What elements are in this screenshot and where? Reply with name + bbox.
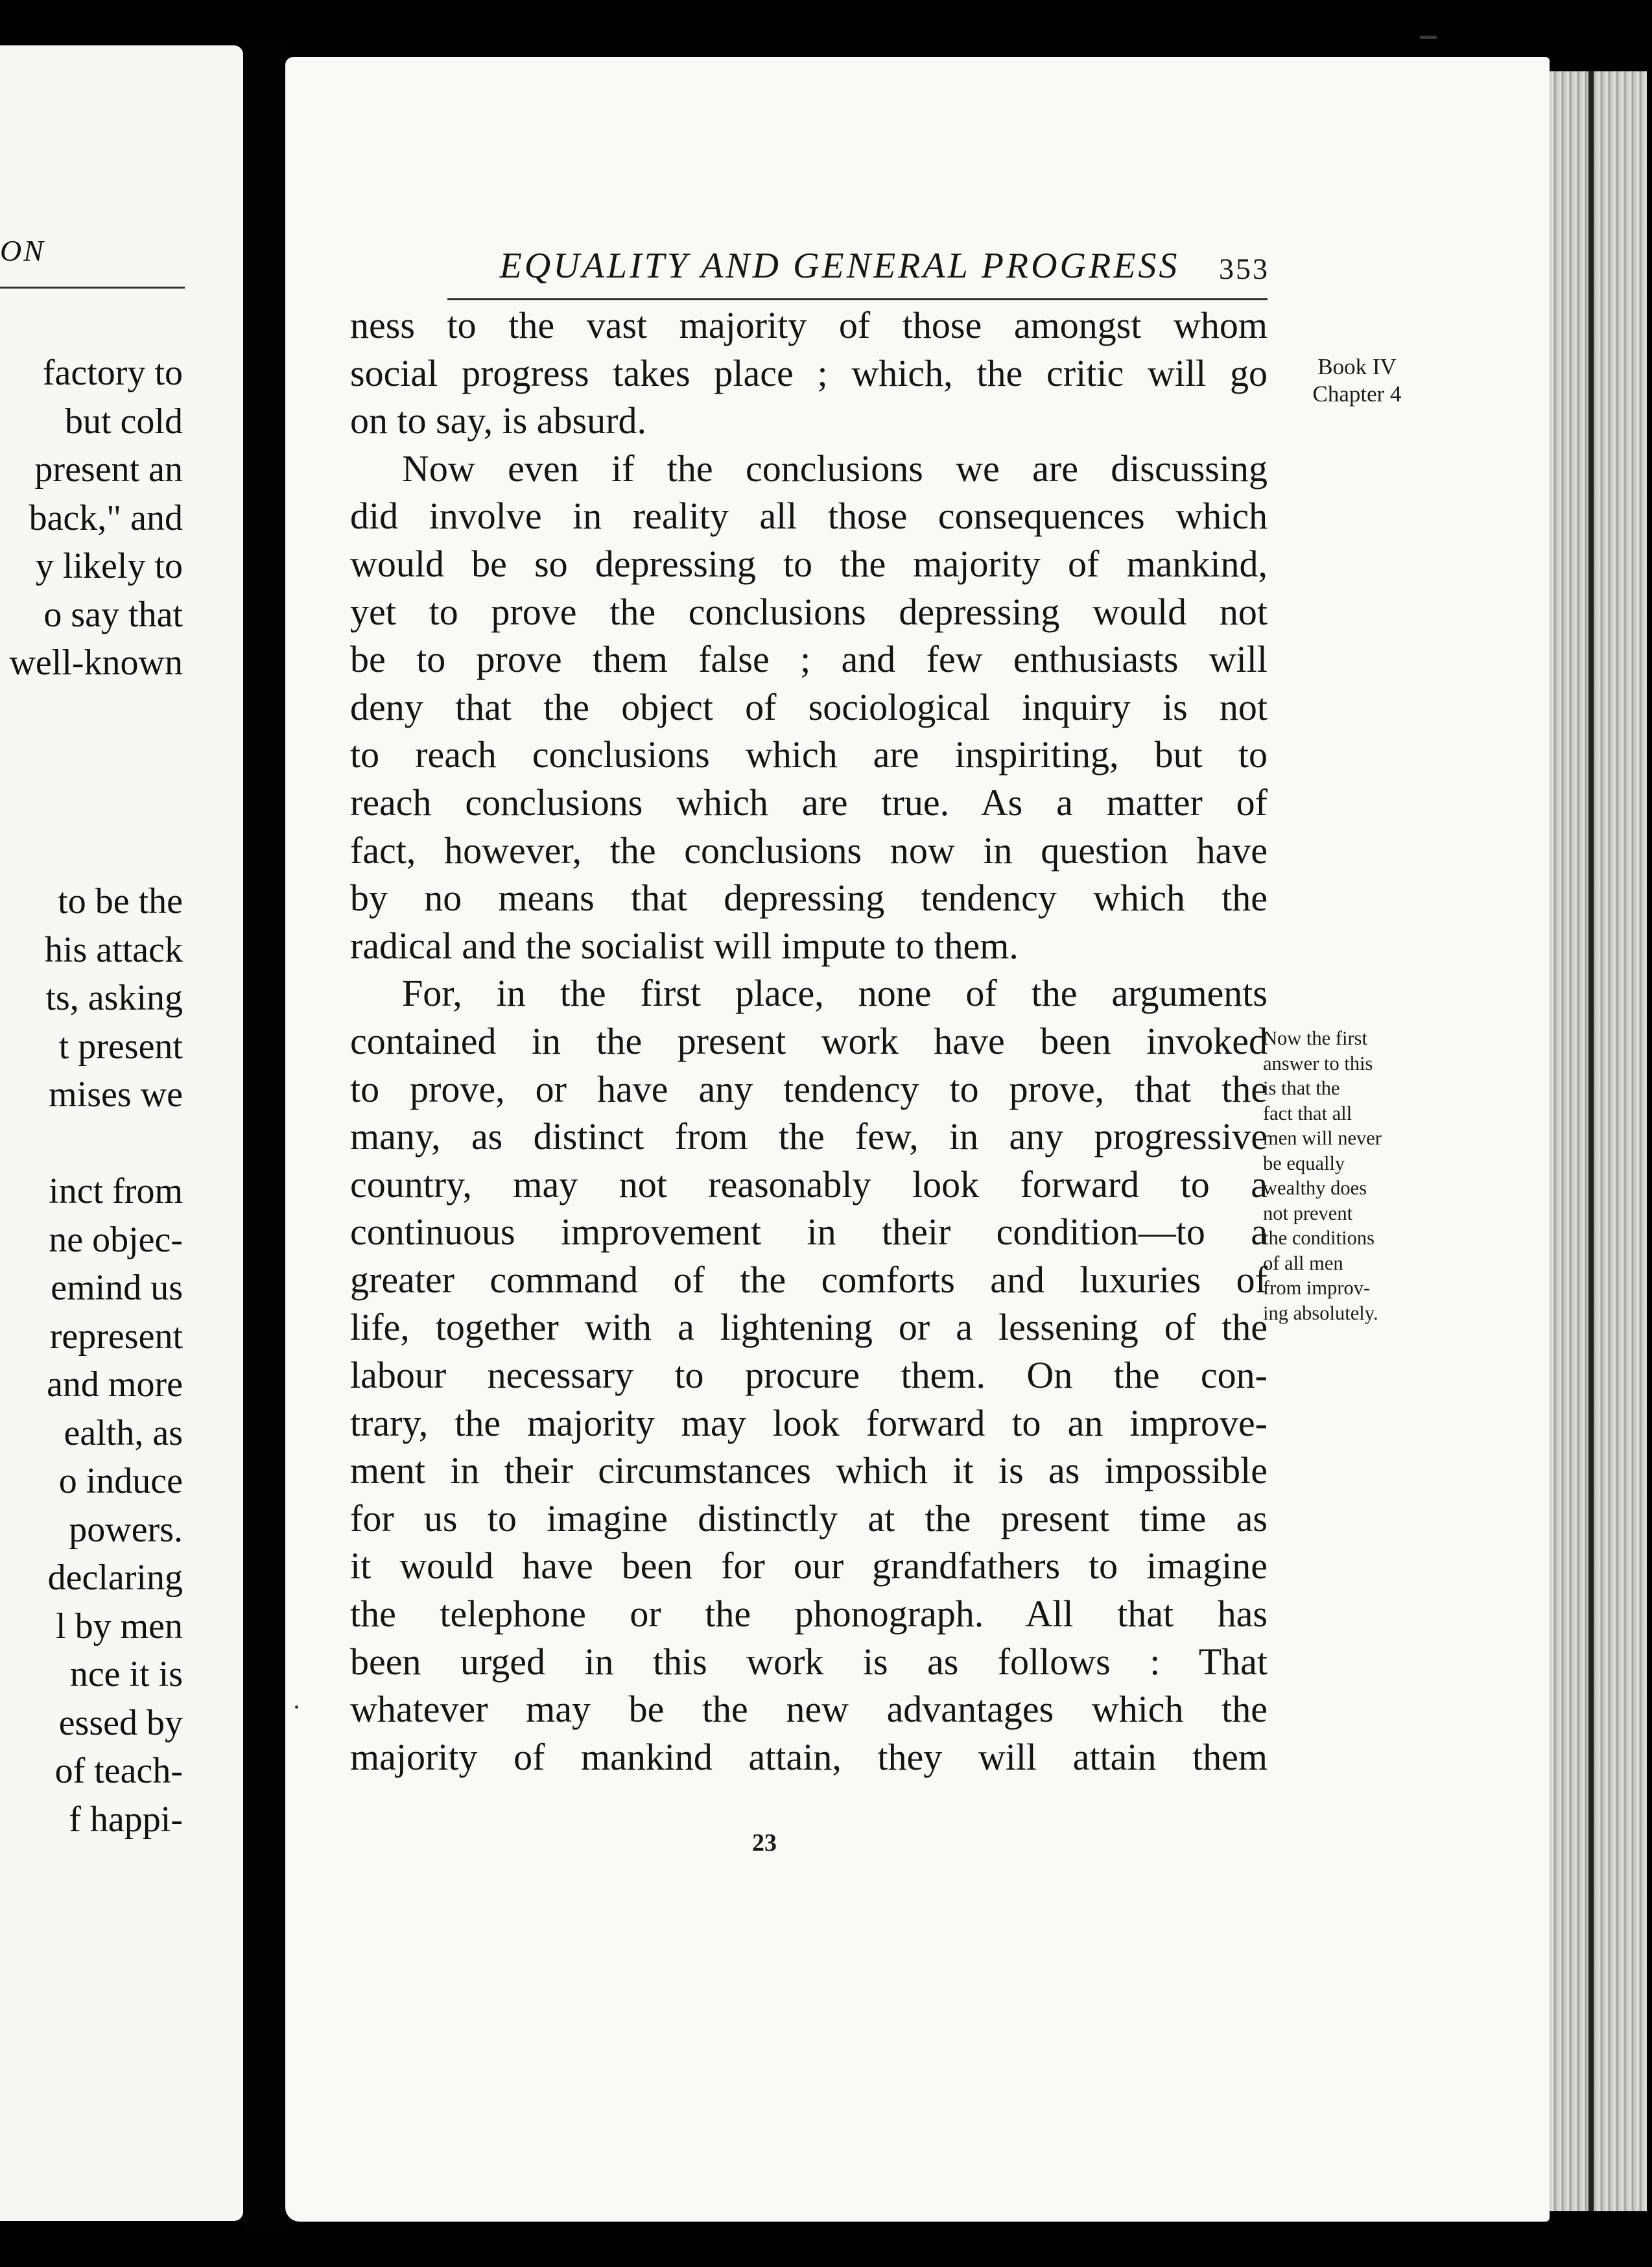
- text-line: greater command of the comforts and luxuries of: [350, 1258, 1268, 1301]
- text-line: life, together with a lightening or a lessening of the: [350, 1306, 1268, 1349]
- margin-note-line: fact that all: [1263, 1102, 1352, 1124]
- text-line: for us to imagine distinctly at the present time as: [350, 1497, 1268, 1539]
- margin-note-line: be equally: [1263, 1152, 1345, 1174]
- text-line: majority of mankind attain, they will attain them: [350, 1735, 1268, 1778]
- text-line: labour necessary to procure them. On the con-: [350, 1354, 1268, 1397]
- left-text-line: emind us: [51, 1268, 183, 1308]
- margin-note-line: the conditions: [1263, 1227, 1375, 1249]
- margin-note-line: wealthy does: [1263, 1177, 1367, 1199]
- left-text-line: l by men: [56, 1606, 183, 1646]
- dust-speck: [1420, 36, 1437, 39]
- left-text-line: nce it is: [69, 1654, 183, 1694]
- book-note-line: Chapter 4: [1312, 381, 1402, 407]
- left-text-line: his attack: [44, 929, 183, 970]
- text-line: reach conclusions which are true. As a matter of: [350, 781, 1268, 824]
- text-line: contained in the present work have been invoked: [350, 1019, 1268, 1062]
- margin-note-line: from improv-: [1263, 1277, 1371, 1299]
- text-line: to reach conclusions which are inspiriting, but to: [350, 733, 1268, 776]
- left-text-line: to be the: [58, 881, 183, 921]
- left-text-line: essed by: [58, 1702, 183, 1743]
- left-text-line: powers.: [69, 1509, 183, 1550]
- margin-note-line: is that the: [1263, 1077, 1340, 1099]
- running-title: EQUALITY AND GENERAL PROGRESS: [499, 246, 1180, 286]
- text-line: trary, the majority may look forward to an improve-: [350, 1401, 1268, 1444]
- margin-note: [1263, 1026, 1425, 1325]
- text-line: radical and the socialist will impute to them.: [350, 924, 1019, 967]
- text-line: For, in the first place, none of the arguments: [402, 972, 1268, 1015]
- page-number: 353: [1219, 252, 1269, 285]
- left-text-line: inct from: [49, 1171, 183, 1211]
- left-text-line: ealth, as: [64, 1412, 183, 1453]
- left-text-line: mises we: [49, 1074, 183, 1115]
- book-chapter-note: [1302, 353, 1412, 408]
- left-text-line: o induce: [58, 1461, 183, 1501]
- text-line: ness to the vast majority of those amongst whom: [350, 304, 1268, 346]
- left-text-line: back," and: [29, 497, 183, 538]
- margin-note-line: Now the first: [1263, 1027, 1367, 1049]
- text-line: whatever may be the new advantages which the: [350, 1688, 1268, 1731]
- left-text-line: y likely to: [35, 546, 183, 586]
- text-line: continuous improvement in their condition—to a: [350, 1211, 1268, 1253]
- text-line: been urged in this work is as follows : That: [350, 1640, 1268, 1683]
- left-text-line: represent: [49, 1316, 183, 1357]
- left-head-rule: [0, 287, 185, 289]
- margin-note-line: of all men: [1263, 1252, 1343, 1274]
- left-text-line: declaring: [47, 1558, 183, 1598]
- left-text-line: o say that: [43, 594, 183, 635]
- left-text-line: ne objec-: [49, 1219, 183, 1260]
- text-line: to prove, or have any tendency to prove, that the: [350, 1067, 1268, 1110]
- text-line: the telephone or the phonograph. All that has: [350, 1593, 1268, 1635]
- running-head: [470, 245, 1553, 297]
- left-text-line: well-known: [9, 643, 183, 683]
- text-line: deny that the object of sociological inquiry is not: [350, 685, 1268, 728]
- main-text: [350, 302, 1268, 1781]
- left-text-line: f happi-: [69, 1799, 183, 1840]
- left-text-line: of teach-: [54, 1751, 183, 1791]
- head-rule: [447, 298, 1268, 300]
- text-line: on to say, is absurd.: [350, 399, 646, 442]
- text-line: it would have been for our grandfathers to imagine: [350, 1545, 1268, 1587]
- text-line: social progress takes place ; which, the critic will go: [350, 351, 1268, 394]
- book-gutter: [243, 39, 287, 2231]
- text-line: country, may not reasonably look forward to a: [350, 1163, 1268, 1205]
- left-running-head-fragment: ON: [0, 234, 45, 267]
- margin-note-line: ing absolutely.: [1263, 1301, 1378, 1324]
- left-text-block-3: [0, 1167, 183, 1844]
- left-text-line: but cold: [65, 401, 183, 442]
- left-text-line: and more: [47, 1364, 183, 1405]
- signature-mark: 23: [752, 1829, 777, 1857]
- left-text-line: present an: [34, 449, 183, 490]
- margin-note-line: answer to this: [1263, 1052, 1373, 1074]
- text-line: yet to prove the conclusions depressing would not: [350, 590, 1268, 633]
- text-line: many, as distinct from the few, in any progressive: [350, 1115, 1268, 1158]
- text-line: Now even if the conclusions we are discussing: [402, 447, 1268, 490]
- book-note-line: Book IV: [1317, 354, 1397, 379]
- margin-note-line: men will never: [1263, 1127, 1382, 1149]
- text-line: did involve in reality all those consequences which: [350, 495, 1268, 538]
- text-line: would be so depressing to the majority of mankind,: [350, 542, 1268, 585]
- left-text-line: factory to: [42, 353, 183, 393]
- left-text-block-1: [0, 349, 183, 687]
- text-line: be to prove them false ; and few enthusiasts will: [350, 638, 1268, 681]
- text-line: by no means that depressing tendency which the: [350, 877, 1268, 920]
- left-page: [0, 45, 243, 2221]
- margin-note-line: not prevent: [1263, 1202, 1353, 1224]
- text-line: ment in their circumstances which it is as impossible: [350, 1449, 1268, 1492]
- dust-speck: [295, 1705, 298, 1709]
- page-edges: [1550, 71, 1647, 2211]
- text-line: fact, however, the conclusions now in question have: [350, 829, 1268, 872]
- left-text-line: ts, asking: [45, 978, 183, 1018]
- left-text-block-2: [0, 877, 183, 1119]
- left-text-line: t present: [58, 1026, 183, 1067]
